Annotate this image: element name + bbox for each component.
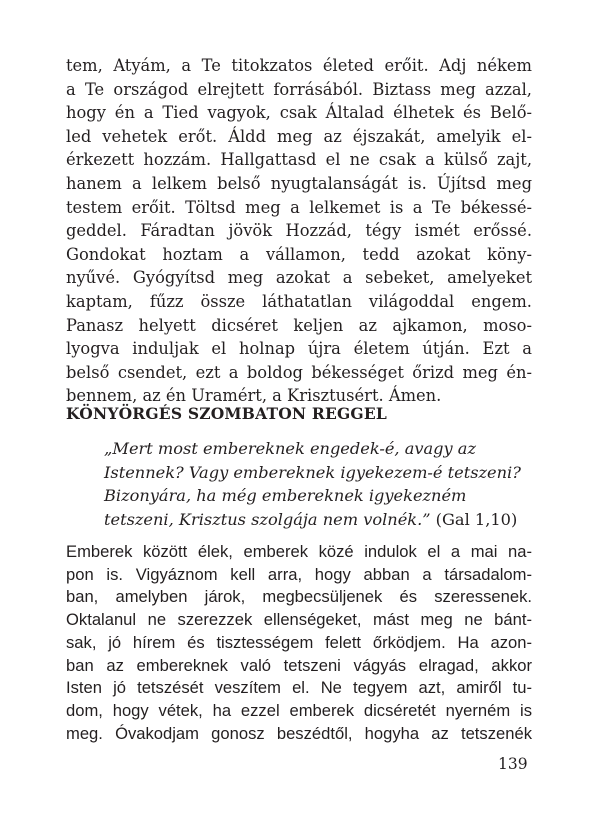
section-heading: KÖNYÖRGÉS SZOMBATON REGGEL (66, 404, 387, 423)
text-line: ban, amelyben járok, megbecsüljenek és szeressenek. (66, 587, 532, 607)
body-text (66, 541, 532, 745)
prayer-text (66, 54, 532, 408)
text-line: Emberek között élek, emberek közé indulok el a mai na- (66, 542, 532, 561)
text-line: meg. Óvakodjam gonosz beszédtől, hogyha az tetszenék (66, 723, 532, 743)
text-line: dom, hogy vétek, ha ezzel emberek dicséretét nyerném is (66, 700, 532, 720)
text-line: kaptam, fűzz össze láthatatlan világoddal engem. (66, 291, 532, 311)
text-line: a Te országod elrejtett forrásából. Biztass meg azzal, (66, 79, 532, 99)
text-line: tem, Atyám, a Te titokzatos életed erőit. Adj nékem (66, 56, 532, 75)
text-line: Isten jó tetszését veszítem el. Ne tegyem azt, amiről tu- (66, 678, 532, 698)
text-line: hanem a lelkem belső nyugtalanságát is. Újítsd meg (66, 173, 532, 193)
text-line: Oktalanul ne szerezzek ellenségeket, mást meg ne bánt- (66, 610, 532, 630)
quote-line: „Mert most embereknek engedek-é, avagy az (104, 439, 476, 458)
text-line: nyűvé. Gyógyítsd meg azokat a sebeket, amelyeket (66, 268, 532, 288)
bible-quote (104, 437, 534, 531)
quote-reference: (Gal 1,10) (430, 509, 518, 529)
text-line: érkezett hozzám. Hallgattasd el ne csak a külső zajt, (66, 150, 532, 170)
page-number: 139 (498, 755, 528, 773)
text-line: testem erőit. Töltsd meg a lelkemet is a Te békessé- (66, 197, 532, 217)
text-line: Gondokat hoztam a vállamon, tedd azokat köny- (66, 244, 532, 264)
text-line: belső csendet, ezt a boldog békességet őrizd meg én- (66, 362, 532, 382)
text-line: bennem, az én Uramért, a Krisztusért. Ámen. (66, 386, 442, 406)
text-line: pon is. Vigyáznom kell arra, hogy abban a társadalom- (66, 564, 532, 584)
text-line: Panasz helyett dicséret keljen az ajkamon, moso- (66, 315, 532, 335)
quote-line: Bizonyára, ha még embereknek igyekezném (104, 486, 467, 506)
text-line: led vehetek erőt. Áldd meg az éjszakát, amelyik el- (66, 126, 532, 146)
text-line: sak, jó hírem és tisztességem felett őrködjem. Ha azon- (66, 632, 532, 652)
text-line: lyogva induljak el holnap újra életem útján. Ezt a (66, 339, 532, 359)
text-line: ban az embereknek való tetszeni vágyás elragad, akkor (66, 655, 532, 675)
quote-line: tetszeni, Krisztus szolgája nem volnék.” (104, 509, 431, 529)
quote-line: Istennek? Vagy embereknek igyekezem-é tetszeni? (104, 462, 521, 482)
quote-last-line (104, 508, 534, 532)
text-line: geddel. Fáradtan jövök Hozzád, tégy ismét erőssé. (66, 221, 532, 241)
text-line: hogy én a Tied vagyok, csak Általad élhetek és Belő- (66, 103, 532, 123)
